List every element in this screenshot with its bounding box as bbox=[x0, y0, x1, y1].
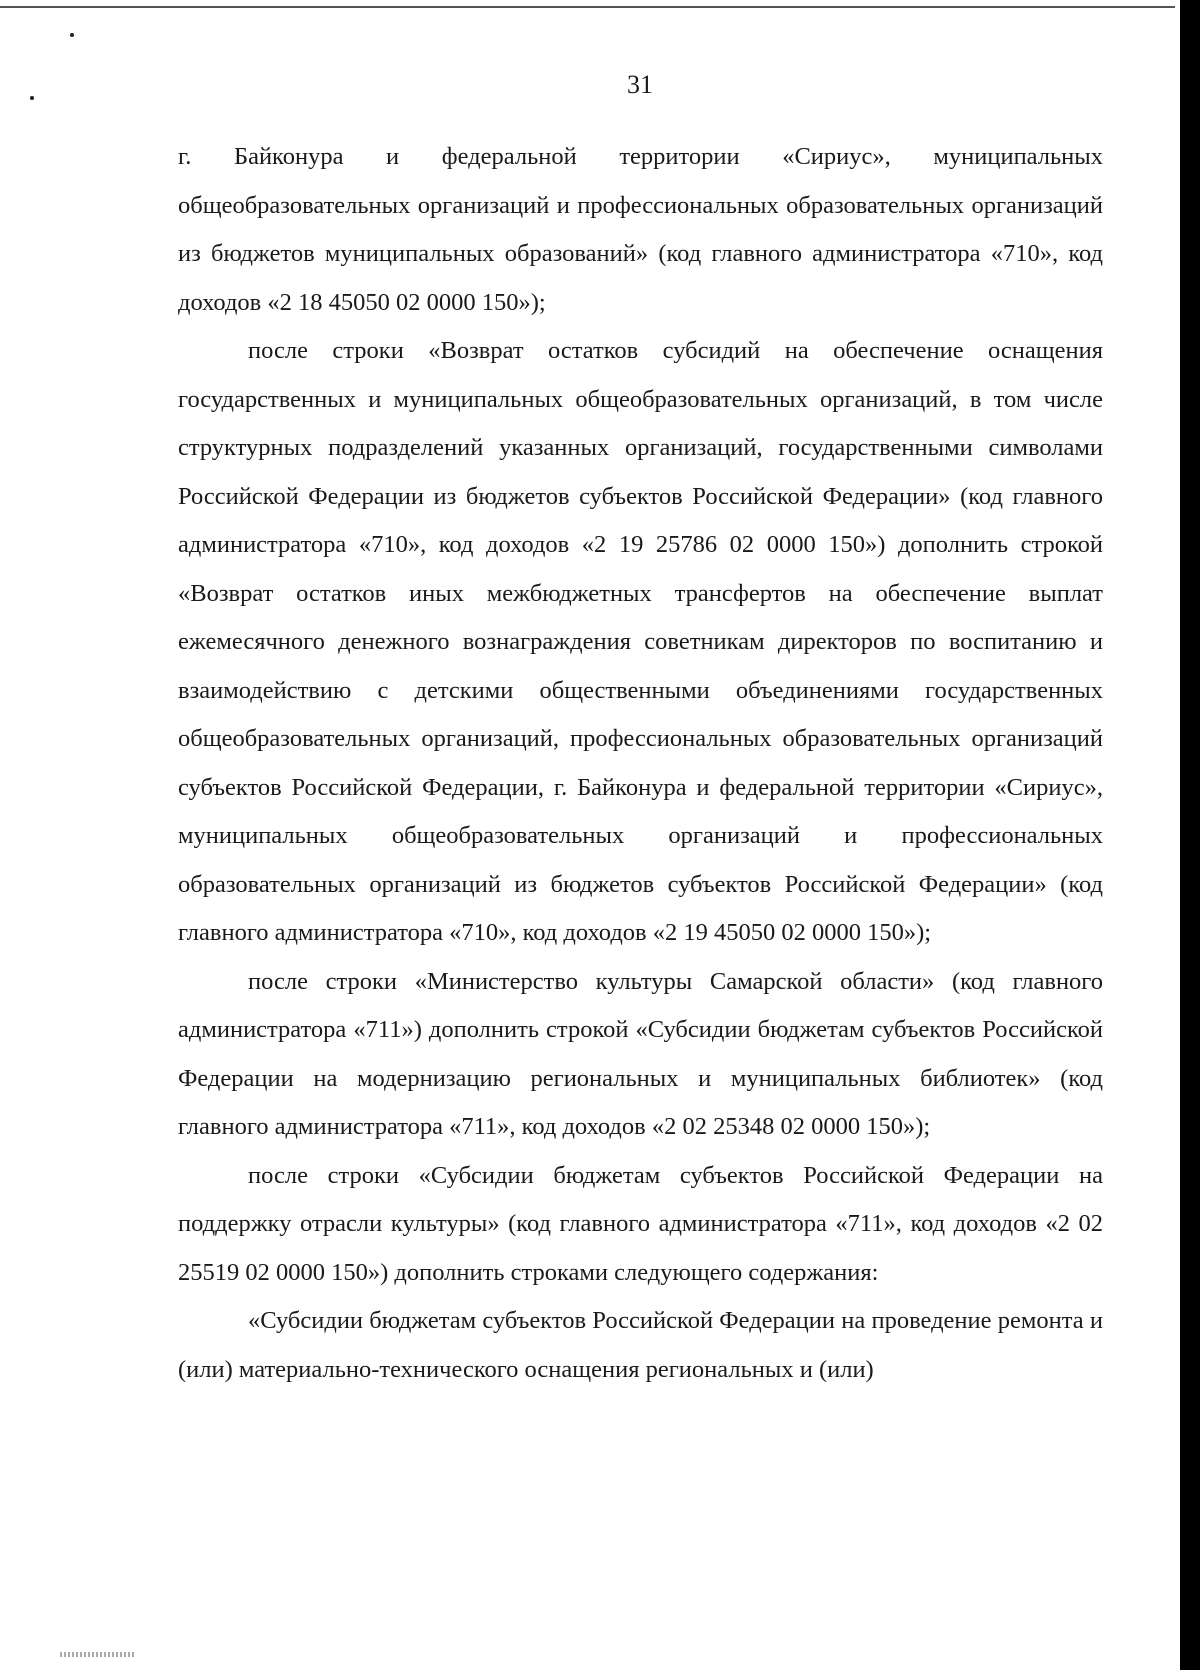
paragraph: г. Байконура и федеральной территории «Сириус», муниципальных общеобразовательных организаций и профессиональных образовательных организаций из бюджетов муниципальных образований» (код главного администратора «710», код доходов «2 18 45050 02 0000 150»); bbox=[178, 143, 1103, 316]
paragraph: «Субсидии бюджетам субъектов Российской Федерации на проведение ремонта и (или) материально-технического оснащения региональных и (или) bbox=[178, 1307, 1103, 1383]
scan-right-edge bbox=[1180, 0, 1200, 1670]
paragraph: после строки «Возврат остатков субсидий на обеспечение оснащения государственных и муниципальных общеобразовательных организаций, в том числе структурных подразделений указанных организаций, государственными символами Российской Федерации из бюджетов субъектов Российской Федерации» (код главного администратора «710», код доходов «2 19 25786 02 0000 150») дополнить строкой «Возврат остатков иных межбюджетных трансфертов на обеспечение выплат ежемесячного денежного вознаграждения советникам директоров по воспитанию и взаимодействию с детскими общественными объединениями государственных общеобразовательных организаций, профессиональных образовательных организаций субъектов Российской Федерации, г. Байконура и федеральной территории «Сириус», муниципальных общеобразовательных организаций и профессиональных образовательных организаций из бюджетов субъектов Российской Федерации» (код главного администратора «710», код доходов «2 19 45050 02 0000 150»); bbox=[178, 337, 1103, 946]
scan-smudge bbox=[60, 1652, 135, 1657]
paragraph: после строки «Министерство культуры Самарской области» (код главного администратора «711») дополнить строкой «Субсидии бюджетам субъектов Российской Федерации на модернизацию региональных и муниципальных библиотек» (код главного администратора «711», код доходов «2 02 25348 02 0000 150»); bbox=[178, 967, 1103, 1140]
page-number: 31 bbox=[627, 70, 653, 99]
scan-speck bbox=[70, 33, 74, 37]
paragraph: после строки «Субсидии бюджетам субъектов Российской Федерации на поддержку отрасли культуры» (код главного администратора «711», код доходов «2 02 25519 02 0000 150») дополнить строками следующего содержания: bbox=[178, 1161, 1103, 1286]
scan-top-border bbox=[0, 6, 1175, 8]
document-body bbox=[178, 133, 1103, 1394]
